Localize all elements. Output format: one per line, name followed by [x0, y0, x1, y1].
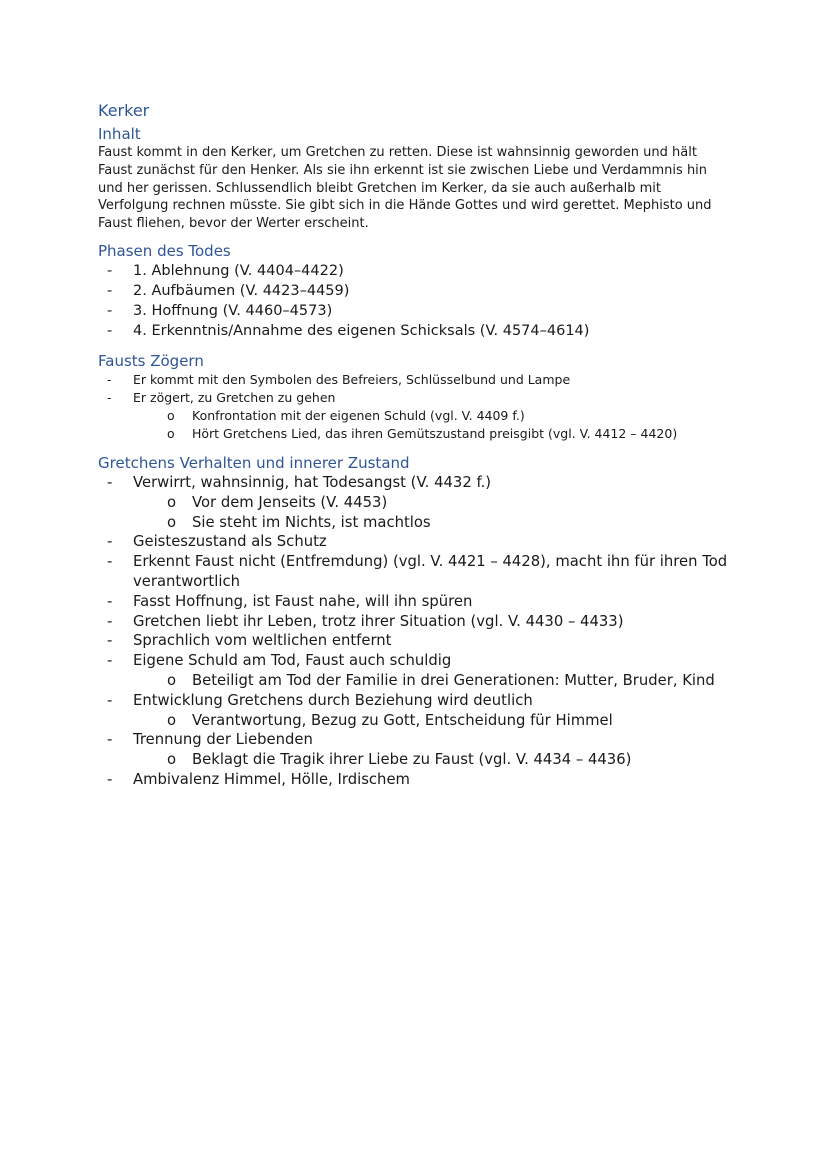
inhalt-line: Faust fliehen, bevor der Werter erscheint. [98, 216, 369, 232]
dash-bullet: - [107, 632, 113, 650]
list-item: - 2. Aufbäumen (V. 4423–4459) [107, 282, 350, 299]
list-item: - Erkennt Faust nicht (Entfremdung) (vgl. V. 4421 – 4428), macht ihn für ihren Tod verantwortlich [107, 553, 728, 590]
gretchen-list [98, 473, 738, 790]
inhalt-line: Verfolgung rechnen müsste. Sie gibt sich in die Hände Gottes und wird gerettet. Mephisto und [98, 198, 712, 214]
circle-bullet: o [167, 425, 175, 441]
inhalt-line: Faust kommt in den Kerker, um Gretchen zu retten. Diese ist wahnsinnig geworden und hält [98, 145, 697, 160]
heading-zoegern: Fausts Zögern [98, 351, 204, 370]
dash-bullet: - [107, 533, 113, 551]
list-item: - Er zögert, zu Gretchen zu gehen [107, 389, 336, 405]
inhalt-line: und her gerissen. Schlussendlich bleibt Gretchen im Kerker, da sie auch außerhalb mit [98, 180, 662, 196]
phasen-list [98, 261, 738, 341]
sub-list-item: o Hört Gretchens Lied, das ihren Gemütszustand preisgibt (vgl. V. 4412 – 4420) [167, 425, 678, 441]
sub-list-item: o Verantwortung, Bezug zu Gott, Entscheidung für Himmel [167, 711, 613, 729]
list-item: - Fasst Hoffnung, ist Faust nahe, will ihn spüren [107, 592, 473, 610]
list-item: - Sprachlich vom weltlichen entfernt [107, 632, 392, 650]
list-item: - 4. Erkenntnis/Annahme des eigenen Schicksals (V. 4574–4614) [107, 322, 590, 339]
sub-list-item: o Konfrontation mit der eigenen Schuld (vgl. V. 4409 f.) [167, 407, 525, 423]
heading-inhalt: Inhalt [98, 125, 141, 143]
inhalt-line: Faust zunächst für den Henker. Als sie ihn erkennt ist sie zwischen Liebe und Verdammnis hin [98, 162, 708, 178]
dash-bullet: - [107, 652, 113, 670]
list-item: - Eigene Schuld am Tod, Faust auch schuldig [107, 652, 452, 670]
list-item: - Verwirrt, wahnsinnig, hat Todesangst (V. 4432 f.) [107, 473, 492, 491]
inhalt-paragraph [98, 144, 738, 233]
dash-bullet: - [107, 371, 112, 387]
circle-bullet: o [167, 493, 177, 511]
circle-bullet: o [167, 513, 177, 531]
dash-bullet: - [107, 691, 113, 709]
dash-bullet: - [107, 612, 113, 630]
heading-gretchen: Gretchens Verhalten und innerer Zustand [98, 453, 410, 472]
list-item: - Er kommt mit den Symbolen des Befreiers, Schlüsselbund und Lampe [107, 371, 571, 387]
dash-bullet: - [107, 731, 113, 749]
list-item: - Entwicklung Gretchens durch Beziehung wird deutlich [107, 691, 533, 709]
list-item: - 3. Hoffnung (V. 4460–4573) [107, 302, 333, 319]
circle-bullet: o [167, 407, 175, 423]
sub-list-item: o Beklagt die Tragik ihrer Liebe zu Faust (vgl. V. 4434 – 4436) [167, 751, 632, 769]
circle-bullet: o [167, 751, 177, 769]
page-title: Kerker [98, 101, 150, 120]
list-item: - Trennung der Liebenden [107, 731, 313, 749]
dash-bullet: - [107, 553, 113, 571]
zoegern-sublist [98, 407, 738, 443]
zoegern-list [98, 371, 738, 407]
dash-bullet: - [107, 302, 113, 319]
sub-list-item: o Beteiligt am Tod der Familie in drei Generationen: Mutter, Bruder, Kind [167, 671, 715, 689]
dash-bullet: - [107, 282, 113, 299]
heading-phasen: Phasen des Todes [98, 241, 231, 260]
dash-bullet: - [107, 389, 112, 405]
sub-list-item: o Sie steht im Nichts, ist machtlos [167, 513, 431, 531]
dash-bullet: - [107, 592, 113, 610]
dash-bullet: - [107, 262, 113, 279]
list-item: - Geisteszustand als Schutz [107, 533, 327, 551]
circle-bullet: o [167, 711, 177, 729]
dash-bullet: - [107, 473, 113, 491]
list-item: - 1. Ablehnung (V. 4404–4422) [107, 262, 344, 279]
circle-bullet: o [167, 671, 177, 689]
dash-bullet: - [107, 322, 113, 339]
list-item: - Ambivalenz Himmel, Hölle, Irdischem [107, 770, 410, 788]
sub-list-item: o Vor dem Jenseits (V. 4453) [167, 493, 388, 511]
dash-bullet: - [107, 770, 113, 788]
document-page [98, 100, 738, 790]
list-item: - Gretchen liebt ihr Leben, trotz ihrer Situation (vgl. V. 4430 – 4433) [107, 612, 624, 630]
